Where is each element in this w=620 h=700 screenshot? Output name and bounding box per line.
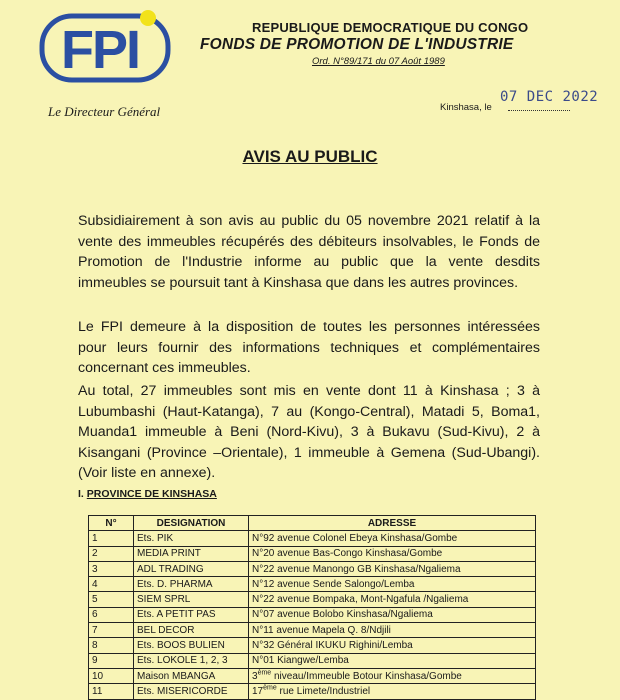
row-number: 10 — [89, 668, 134, 683]
row-designation: Ets. BOOS BULIEN — [134, 638, 249, 653]
date-dotted-line — [508, 110, 570, 111]
fpi-logo — [38, 8, 174, 86]
row-number: 11 — [89, 684, 134, 699]
address-ordinal-suffix: ème — [263, 684, 277, 692]
place-date-label: Kinshasa, le — [440, 102, 492, 113]
row-address: N°07 avenue Bolobo Kinshasa/Ngaliema — [249, 607, 536, 622]
row-address: N°01 Kiangwe/Lemba — [249, 653, 536, 668]
table-row — [89, 592, 536, 607]
section-title: PROVINCE DE KINSHASA — [86, 488, 217, 500]
column-header-number: N° — [89, 516, 134, 531]
row-designation: Ets. LOKOLE 1, 2, 3 — [134, 653, 249, 668]
row-address: N°20 avenue Bas-Congo Kinshasa/Gombe — [249, 546, 536, 561]
row-designation: Ets. A PETIT PAS — [134, 607, 249, 622]
section-heading — [78, 488, 217, 500]
row-number: 3 — [89, 561, 134, 576]
table-row — [89, 684, 536, 699]
logo-dot — [140, 10, 156, 26]
paragraph-2: Le FPI demeure à la disposition de toutes les personnes intéressées pour leurs fournir des informations techniques et complémentaires concernant ces immeubles. — [78, 319, 540, 376]
column-header-designation: DESIGNATION — [134, 516, 249, 531]
page-title: AVIS AU PUBLIC — [242, 147, 378, 166]
row-address: N°32 Général IKUKU Righini/Lemba — [249, 638, 536, 653]
row-number: 6 — [89, 607, 134, 622]
table-row — [89, 623, 536, 638]
section-number: I. — [78, 488, 84, 500]
row-designation: Ets. D. PHARMA — [134, 577, 249, 592]
row-designation: BEL DECOR — [134, 623, 249, 638]
column-header-address: ADRESSE — [249, 516, 536, 531]
table-row — [89, 607, 536, 622]
row-address: N°11 avenue Mapela Q. 8/Ndjili — [249, 623, 536, 638]
row-designation: Ets. PIK — [134, 531, 249, 546]
table-row — [89, 653, 536, 668]
address-rest: niveau/Immeuble Botour Kinshasa/Gombe — [273, 670, 462, 682]
logo-text: FPI — [60, 20, 140, 80]
table-row — [89, 577, 536, 592]
director-signature-line: Le Directeur Général — [48, 104, 161, 119]
row-address: N°12 avenue Sende Salongo/Lemba — [249, 577, 536, 592]
row-designation: SIEM SPRL — [134, 592, 249, 607]
table-row — [89, 638, 536, 653]
date-stamp: 07 DEC 2022 — [500, 89, 599, 105]
table-row — [89, 531, 536, 546]
row-number: 2 — [89, 546, 134, 561]
table-row — [89, 561, 536, 576]
row-number: 5 — [89, 592, 134, 607]
paragraph-3: Au total, 27 immeubles sont mis en vente dont 11 à Kinshasa ; 3 à Lubumbashi (Haut-Katanga), 7 au (Kongo-Central), Matadi 5, Boma1, Muanda1 immeuble à Beni (Nord-Kivu), 3 à Bukavu (Sud-Kivu), 2 à Kisangani (Province –Orientale), 1 immeuble à Gemena (Sud-Ubangi). (Voir liste en annexe). — [78, 383, 540, 481]
organization-heading: FONDS DE PROMOTION DE L'INDUSTRIE — [200, 36, 514, 53]
row-address — [249, 684, 536, 699]
row-number: 8 — [89, 638, 134, 653]
table-header-row — [89, 516, 536, 531]
row-number: 9 — [89, 653, 134, 668]
row-number: 4 — [89, 577, 134, 592]
row-address: N°22 avenue Manongo GB Kinshasa/Ngaliema — [249, 561, 536, 576]
row-designation: Ets. MISERICORDE — [134, 684, 249, 699]
row-designation: ADL TRADING — [134, 561, 249, 576]
table-row — [89, 546, 536, 561]
row-number: 7 — [89, 623, 134, 638]
address-ordinal-suffix: ème — [257, 669, 272, 677]
address-ordinal: 3 — [252, 670, 258, 682]
address-ordinal: 17 — [252, 685, 264, 697]
row-number: 1 — [89, 531, 134, 546]
row-designation: Maison MBANGA — [134, 668, 249, 683]
address-rest: rue Limete/Industriel — [279, 685, 371, 697]
republic-heading: REPUBLIQUE DEMOCRATIQUE DU CONGO — [252, 20, 529, 35]
row-address: N°22 avenue Bompaka, Mont-Ngafula /Ngaliema — [249, 592, 536, 607]
table-row — [89, 668, 536, 683]
row-address: N°92 avenue Colonel Ebeya Kinshasa/Gombe — [249, 531, 536, 546]
paragraph-1: Subsidiairement à son avis au public du 05 novembre 2021 relatif à la vente des immeubles récupérés des débiteurs insolvables, le Fonds de Promotion de l'Industrie informe au public que la vente desdits immeubles se poursuit tant à Kinshasa que dans les autres provinces. — [78, 213, 540, 291]
row-address — [249, 668, 536, 683]
properties-table — [88, 515, 536, 700]
row-designation: MEDIA PRINT — [134, 546, 249, 561]
ordinance-reference: Ord. N°89/171 du 07 Août 1989 — [312, 56, 445, 67]
